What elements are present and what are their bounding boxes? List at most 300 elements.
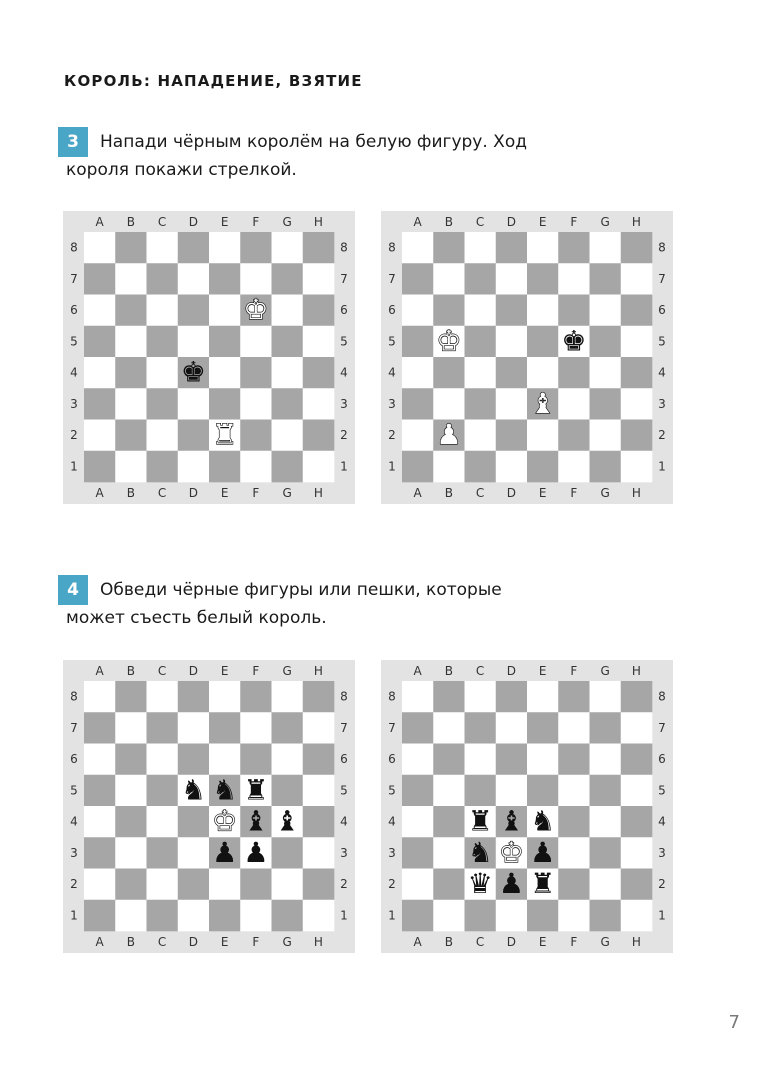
black-king-piece: ♚	[180, 355, 206, 389]
board-square	[272, 326, 304, 358]
board-square	[240, 388, 272, 420]
board-square	[303, 326, 335, 358]
board-square	[84, 837, 116, 869]
file-label: H	[313, 664, 323, 678]
file-label: E	[538, 935, 547, 949]
board-square	[303, 775, 335, 807]
task-text-line: Напади чёрным королём на белую фигуру. Ход	[100, 132, 527, 152]
file-label: E	[538, 486, 547, 500]
board-square	[209, 712, 241, 744]
rank-label: 1	[658, 459, 666, 474]
board-square	[590, 451, 622, 483]
board-square	[558, 681, 590, 713]
rank-label: 8	[388, 689, 396, 704]
page-number: 7	[728, 1012, 740, 1033]
board-square	[527, 357, 559, 389]
board-square	[240, 451, 272, 483]
rank-label: 6	[340, 303, 348, 318]
board-square	[527, 900, 559, 932]
file-label: G	[282, 486, 292, 500]
board-task3-left	[63, 211, 355, 504]
board-square	[209, 232, 241, 264]
task-text-line: Обведи чёрные фигуры или пешки, которые	[100, 580, 502, 600]
file-label: A	[413, 935, 422, 949]
board-square	[402, 326, 434, 358]
board-square	[558, 806, 590, 838]
file-label: D	[506, 935, 516, 949]
board-square	[147, 869, 179, 901]
board-square	[558, 420, 590, 452]
rank-label: 4	[340, 814, 348, 829]
board-square	[240, 744, 272, 776]
board-square	[178, 326, 210, 358]
rank-label: 6	[388, 303, 396, 318]
board-square	[272, 775, 304, 807]
board-square	[590, 900, 622, 932]
board-square	[496, 232, 528, 264]
file-label: C	[475, 486, 485, 500]
board-square	[303, 681, 335, 713]
file-label: E	[220, 935, 229, 949]
board-square	[465, 420, 497, 452]
rank-label: 6	[70, 752, 78, 767]
file-label: B	[444, 935, 453, 949]
rank-label: 5	[388, 783, 396, 798]
rank-label: 5	[658, 783, 666, 798]
board-square	[621, 451, 653, 483]
board-square	[209, 263, 241, 295]
rank-label: 7	[70, 720, 78, 735]
board-square	[621, 681, 653, 713]
file-label: F	[252, 486, 260, 500]
board-square	[402, 263, 434, 295]
board-square	[590, 775, 622, 807]
board-square	[402, 900, 434, 932]
board-task3-right	[381, 211, 673, 504]
board-square	[147, 326, 179, 358]
rank-label: 3	[658, 396, 666, 411]
board-square	[178, 837, 210, 869]
black-knight-piece: ♞	[180, 773, 206, 807]
board-square	[147, 420, 179, 452]
board-square	[496, 900, 528, 932]
board-square	[115, 263, 147, 295]
board-square	[147, 712, 179, 744]
task-number-badge: 3	[58, 127, 88, 157]
board-square	[558, 712, 590, 744]
rank-label: 6	[70, 303, 78, 318]
board-square	[402, 232, 434, 264]
rank-label: 2	[658, 877, 666, 892]
rank-label: 7	[658, 720, 666, 735]
board-square	[558, 775, 590, 807]
board-square	[209, 388, 241, 420]
board-square	[402, 744, 434, 776]
board-square	[558, 388, 590, 420]
file-label: B	[126, 664, 135, 678]
rank-label: 7	[340, 271, 348, 286]
board-square	[465, 263, 497, 295]
rank-label: 8	[388, 240, 396, 255]
board-square	[590, 712, 622, 744]
rank-label: 1	[388, 459, 396, 474]
board-square	[590, 388, 622, 420]
board-square	[240, 326, 272, 358]
file-label: D	[506, 215, 516, 229]
board-square	[272, 263, 304, 295]
black-pawn-piece: ♟	[530, 835, 556, 869]
board-square	[84, 388, 116, 420]
board-square	[272, 681, 304, 713]
board-square	[496, 451, 528, 483]
black-pawn-piece: ♟	[243, 835, 269, 869]
black-pawn-piece: ♟	[498, 867, 524, 901]
board-square	[115, 357, 147, 389]
file-label: E	[220, 215, 229, 229]
black-king-piece: ♚	[561, 324, 587, 358]
board-square	[84, 357, 116, 389]
board-square	[621, 744, 653, 776]
board-square	[84, 775, 116, 807]
board-square	[527, 681, 559, 713]
board-square	[209, 869, 241, 901]
rank-label: 4	[658, 365, 666, 380]
white-bishop-piece: ♝	[530, 386, 556, 420]
board-square	[590, 806, 622, 838]
section-heading: КОРОЛЬ: НАПАДЕНИЕ, ВЗЯТИЕ	[64, 72, 363, 90]
board-square	[496, 263, 528, 295]
board-square	[84, 451, 116, 483]
rank-label: 8	[340, 689, 348, 704]
rank-label: 2	[658, 428, 666, 443]
white-king-piece: ♚	[243, 293, 269, 327]
file-label: E	[538, 664, 547, 678]
board-square	[621, 900, 653, 932]
board-square	[496, 775, 528, 807]
board-square	[84, 295, 116, 327]
board-square	[465, 775, 497, 807]
board-square	[527, 451, 559, 483]
rank-label: 7	[388, 720, 396, 735]
board-square	[402, 357, 434, 389]
board-square	[84, 420, 116, 452]
task-text-line: может съесть белый король.	[66, 608, 327, 628]
black-pawn-piece: ♟	[212, 835, 238, 869]
board-square	[558, 900, 590, 932]
file-label: A	[95, 215, 104, 229]
board-task4-left	[63, 660, 355, 953]
file-label: E	[220, 664, 229, 678]
board-square	[209, 900, 241, 932]
board-square	[496, 388, 528, 420]
board-square	[402, 869, 434, 901]
file-label: H	[631, 215, 641, 229]
file-label: B	[444, 664, 453, 678]
file-label: H	[313, 935, 323, 949]
rank-label: 5	[388, 334, 396, 349]
file-label: H	[631, 664, 641, 678]
board-square	[84, 869, 116, 901]
board-square	[433, 775, 465, 807]
board-square	[527, 712, 559, 744]
board-square	[590, 744, 622, 776]
file-label: H	[313, 215, 323, 229]
board-square	[178, 744, 210, 776]
rank-label: 6	[658, 752, 666, 767]
rank-label: 4	[70, 365, 78, 380]
board-square	[115, 837, 147, 869]
board-square	[303, 357, 335, 389]
rank-label: 5	[658, 334, 666, 349]
rank-label: 6	[340, 752, 348, 767]
file-label: G	[600, 935, 610, 949]
rank-label: 3	[658, 845, 666, 860]
board-square	[272, 295, 304, 327]
board-square	[590, 232, 622, 264]
file-label: D	[506, 486, 516, 500]
white-pawn-piece: ♟	[436, 418, 462, 452]
board-square	[84, 681, 116, 713]
board-square	[527, 775, 559, 807]
board-square	[303, 837, 335, 869]
board-square	[465, 357, 497, 389]
board-square	[402, 712, 434, 744]
rank-label: 5	[70, 334, 78, 349]
board-square	[433, 357, 465, 389]
board-square	[178, 869, 210, 901]
rank-label: 4	[70, 814, 78, 829]
rank-label: 7	[340, 720, 348, 735]
board-square	[527, 326, 559, 358]
file-label: F	[252, 935, 260, 949]
board-square	[84, 806, 116, 838]
rank-label: 6	[658, 303, 666, 318]
file-label: F	[570, 935, 578, 949]
board-square	[527, 232, 559, 264]
board-square	[147, 837, 179, 869]
board-square	[147, 681, 179, 713]
white-king-piece: ♚	[212, 804, 238, 838]
board-square	[558, 744, 590, 776]
task-number-badge: 4	[58, 575, 88, 605]
board-square	[209, 744, 241, 776]
board-square	[465, 900, 497, 932]
board-square	[240, 263, 272, 295]
board-square	[178, 420, 210, 452]
file-label: C	[475, 664, 485, 678]
black-rook-piece: ♜	[530, 867, 556, 901]
white-rook-piece: ♜	[212, 418, 238, 452]
board-square	[590, 326, 622, 358]
board-square	[272, 232, 304, 264]
board-square	[402, 420, 434, 452]
board-square	[621, 420, 653, 452]
board-square	[590, 420, 622, 452]
board-square	[433, 837, 465, 869]
board-square	[496, 420, 528, 452]
board-square	[527, 420, 559, 452]
rank-label: 3	[340, 845, 348, 860]
board-square	[621, 295, 653, 327]
board-svg	[63, 211, 355, 504]
board-svg	[381, 211, 673, 504]
board-square	[621, 712, 653, 744]
file-label: F	[252, 215, 260, 229]
board-square	[558, 263, 590, 295]
board-square	[272, 420, 304, 452]
file-label: G	[282, 215, 292, 229]
board-square	[178, 900, 210, 932]
board-square	[147, 295, 179, 327]
board-svg	[63, 660, 355, 953]
board-square	[115, 744, 147, 776]
board-square	[115, 326, 147, 358]
board-square	[496, 681, 528, 713]
board-square	[621, 837, 653, 869]
board-square	[84, 712, 116, 744]
board-square	[303, 869, 335, 901]
board-square	[303, 744, 335, 776]
board-square	[558, 357, 590, 389]
board-square	[590, 295, 622, 327]
board-square	[178, 681, 210, 713]
board-square	[209, 681, 241, 713]
board-square	[272, 837, 304, 869]
rank-label: 2	[388, 877, 396, 892]
board-square	[621, 806, 653, 838]
board-square	[84, 326, 116, 358]
board-square	[303, 451, 335, 483]
board-square	[558, 232, 590, 264]
file-label: D	[188, 935, 198, 949]
black-queen-piece: ♛	[467, 867, 493, 901]
white-king-piece: ♚	[498, 835, 524, 869]
file-label: C	[157, 935, 167, 949]
rank-label: 2	[70, 877, 78, 892]
black-knight-piece: ♞	[212, 773, 238, 807]
board-square	[178, 263, 210, 295]
white-king-piece: ♚	[436, 324, 462, 358]
board-square	[115, 388, 147, 420]
file-label: B	[444, 215, 453, 229]
board-square	[590, 681, 622, 713]
rank-label: 5	[340, 783, 348, 798]
file-label: G	[600, 664, 610, 678]
rank-label: 2	[340, 428, 348, 443]
board-square	[240, 712, 272, 744]
board-square	[433, 451, 465, 483]
board-square	[147, 806, 179, 838]
board-square	[209, 357, 241, 389]
board-square	[433, 295, 465, 327]
rank-label: 1	[388, 908, 396, 923]
board-square	[115, 775, 147, 807]
board-square	[272, 869, 304, 901]
board-square	[621, 388, 653, 420]
file-label: A	[413, 664, 422, 678]
rank-label: 2	[340, 877, 348, 892]
board-square	[527, 744, 559, 776]
board-square	[433, 900, 465, 932]
board-square	[402, 837, 434, 869]
board-square	[303, 712, 335, 744]
rank-label: 7	[658, 271, 666, 286]
board-square	[433, 388, 465, 420]
board-square	[465, 326, 497, 358]
board-square	[115, 451, 147, 483]
rank-label: 3	[340, 396, 348, 411]
board-svg	[381, 660, 673, 953]
board-square	[465, 388, 497, 420]
board-square	[84, 232, 116, 264]
board-square	[433, 263, 465, 295]
board-square	[240, 357, 272, 389]
file-label: A	[413, 215, 422, 229]
board-square	[178, 451, 210, 483]
file-label: D	[188, 486, 198, 500]
board-square	[465, 681, 497, 713]
file-label: B	[126, 215, 135, 229]
board-square	[433, 869, 465, 901]
board-square	[621, 869, 653, 901]
rank-label: 8	[658, 240, 666, 255]
board-square	[272, 357, 304, 389]
file-label: D	[188, 664, 198, 678]
black-bishop-piece: ♝	[498, 804, 524, 838]
board-square	[147, 775, 179, 807]
rank-label: 8	[70, 689, 78, 704]
rank-label: 3	[70, 845, 78, 860]
board-square	[433, 744, 465, 776]
board-square	[303, 263, 335, 295]
rank-label: 2	[388, 428, 396, 443]
file-label: A	[95, 486, 104, 500]
rank-label: 4	[388, 365, 396, 380]
board-square	[465, 232, 497, 264]
board-square	[496, 357, 528, 389]
file-label: A	[95, 664, 104, 678]
board-square	[178, 806, 210, 838]
rank-label: 1	[340, 459, 348, 474]
file-label: F	[570, 486, 578, 500]
board-square	[272, 388, 304, 420]
black-knight-piece: ♞	[467, 835, 493, 869]
board-square	[590, 869, 622, 901]
rank-label: 4	[388, 814, 396, 829]
rank-label: 3	[388, 845, 396, 860]
board-square	[84, 263, 116, 295]
board-square	[147, 451, 179, 483]
board-square	[240, 681, 272, 713]
rank-label: 8	[70, 240, 78, 255]
file-label: H	[313, 486, 323, 500]
black-knight-piece: ♞	[530, 804, 556, 838]
board-square	[590, 837, 622, 869]
file-label: E	[220, 486, 229, 500]
board-square	[558, 869, 590, 901]
board-square	[209, 326, 241, 358]
board-square	[402, 388, 434, 420]
board-square	[496, 326, 528, 358]
board-square	[496, 295, 528, 327]
board-square	[115, 232, 147, 264]
rank-label: 8	[658, 689, 666, 704]
rank-label: 2	[70, 428, 78, 443]
board-square	[178, 712, 210, 744]
board-square	[240, 232, 272, 264]
file-label: E	[538, 215, 547, 229]
board-square	[527, 263, 559, 295]
